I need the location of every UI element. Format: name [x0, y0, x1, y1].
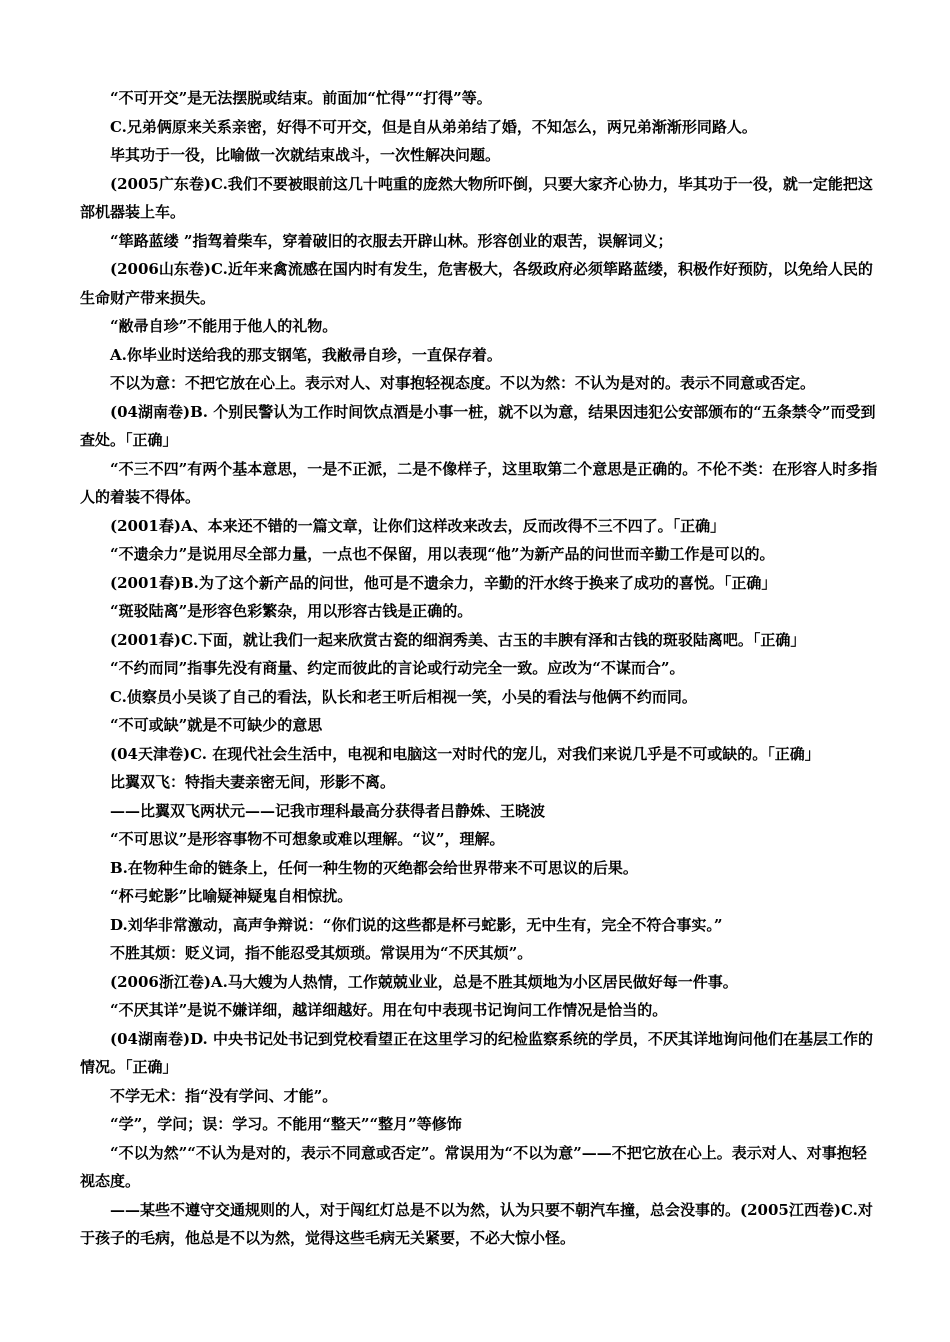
paragraph: (2006浙江卷)A.马大嫂为人热情，工作兢兢业业，总是不胜其烦地为小区居民做好每一件事。 [110, 972, 738, 991]
paragraph: (2006山东卷)C.近年来禽流感在国内时有发生，危害极大，各级政府必须筚路蓝缕，积极作好预防，以免给人民的生命财产带来损失。 [80, 260, 873, 307]
paragraph: 毕其功于一役，比喻做一次就结束战斗，一次性解决问题。 [110, 146, 501, 164]
paragraph: “筚路蓝缕 ”指驾着柴车，穿着破旧的衣服去开辟山林。形容创业的艰苦，误解词义； [110, 231, 673, 250]
paragraph: “斑驳陆离”是形容色彩繁杂，用以形容古钱是正确的。 [110, 602, 473, 620]
paragraph: 比翼双飞：特指夫妻亲密无间，形影不离。 [110, 773, 396, 791]
paragraph: (2001春)A、本来还不错的一篇文章，让你们这样改来改去，反而改得不三不四了。「正确」 [110, 516, 726, 535]
paragraph: 不胜其烦：贬义词，指不能忍受其烦琐。常误用为“不厌其烦”。 [110, 944, 533, 962]
paragraph: (04湖南卷)D. 中央书记处书记到党校看望正在这里学习的纪检监察系统的学员，不厌其详地询问他们在基层工作的情况。「正确」 [80, 1029, 873, 1076]
paragraph: “不三不四”有两个基本意思，一是不正派，二是不像样子，这里取第二个意思是正确的。不伦不类：在形容人时多指人的着装不得体。 [80, 459, 878, 506]
paragraph: “不以为然”“不认为是对的，表示不同意或否定”。常误用为“不以为意”——不把它放在心上。表示对人、对事抱轻视态度。 [80, 1143, 867, 1190]
paragraph: “不可或缺”就是不可缺少的意思 [110, 716, 323, 734]
paragraph: 不学无术：指“没有学问、才能”。 [110, 1086, 338, 1105]
paragraph: C.侦察员小吴谈了自己的看法，队长和老王听后相视一笑，小吴的看法与他俩不约而同。 [110, 687, 697, 706]
paragraph: (2005广东卷)C.我们不要被眼前这几十吨重的庞然大物所吓倒，只要大家齐心协力，毕其功于一役，就一定能把这部机器装上车。 [80, 174, 873, 221]
paragraph: A.你毕业时送给我的那支钢笔，我敝帚自珍，一直保存着。 [110, 345, 502, 364]
paragraph: (04湖南卷)B. 个别民警认为工作时间饮点酒是小事一桩，就不以为意，结果因违犯公安部颁布的“五条禁令”而受到查处。「正确」 [80, 402, 876, 449]
paragraph: “不可开交”是无法摆脱或结束。前面加“忙得”“打得”等。 [110, 89, 492, 107]
paragraph: ——比翼双飞两状元——记我市理科最高分获得者吕静姝、王晓波 [110, 801, 546, 820]
paragraph: (2001春)B.为了这个新产品的问世，他可是不遗余力，辛勤的汗水终于换来了成功的喜悦。「正确」 [110, 573, 777, 592]
paragraph: (04天津卷)C. 在现代社会生活中，电视和电脑这一对时代的宠儿，对我们来说几乎是不可或缺的。「正确」 [110, 744, 820, 763]
document-body [80, 84, 880, 1253]
paragraph: “不厌其详”是说不嫌详细，越详细越好。用在句中表现书记询问工作情况是恰当的。 [110, 1001, 668, 1019]
paragraph: ——某些不遵守交通规则的人，对于闯红灯总是不以为然，认为只要不朝汽车撞，总会没事的。(2005江西卷)C.对于孩子的毛病，他总是不以为然，觉得这些毛病无关紧要，不必大惊小怪。 [80, 1200, 873, 1247]
paragraph: B.在物种生命的链条上，任何一种生物的灭绝都会给世界带来不可思议的后果。 [110, 858, 638, 877]
paragraph: C.兄弟俩原来关系亲密，好得不可开交，但是自从弟弟结了婚，不知怎么，两兄弟渐渐形同路人。 [110, 117, 757, 136]
paragraph: “不约而同”指事先没有商量、约定而彼此的言论或行动完全一致。应改为“不谋而合”。 [110, 659, 685, 677]
paragraph: “敝帚自珍”不能用于他人的礼物。 [110, 317, 338, 335]
paragraph: “学”，学问；误：学习。不能用“整天”“整月”等修饰 [110, 1115, 462, 1133]
paragraph: D.刘华非常激动，高声争辩说：“你们说的这些都是杯弓蛇影，无中生有，完全不符合事实。” [110, 915, 723, 934]
paragraph: (2001春)C.下面，就让我们一起来欣赏古瓷的细润秀美、古玉的丰腴有泽和古钱的斑驳陆离吧。「正确」 [110, 630, 806, 649]
paragraph: “杯弓蛇影”比喻疑神疑鬼自相惊扰。 [110, 887, 353, 905]
paragraph: “不遗余力”是说用尽全部力量，一点也不保留，用以表现“他”为新产品的问世而辛勤工作是可以的。 [110, 545, 775, 563]
paragraph: “不可思议”是形容事物不可想象或难以理解。“议”，理解。 [110, 830, 505, 848]
paragraph: 不以为意：不把它放在心上。表示对人、对事抱轻视态度。不以为然：不认为是对的。表示不同意或否定。 [110, 374, 816, 392]
